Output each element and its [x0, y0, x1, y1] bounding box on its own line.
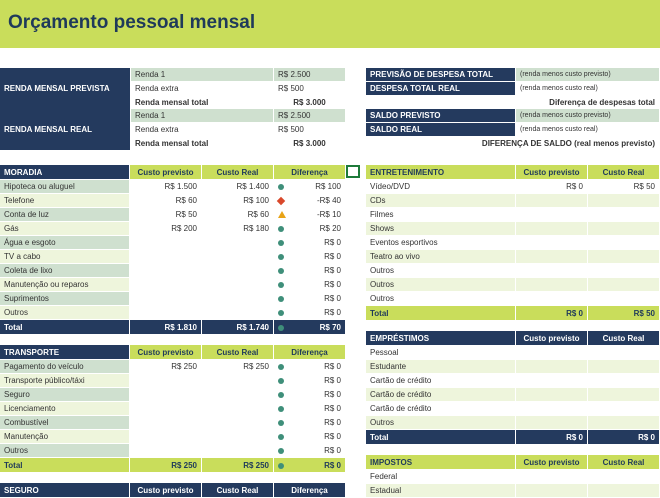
status-dot-icon	[278, 254, 284, 260]
total-diff	[274, 458, 346, 473]
transport-table	[0, 345, 346, 473]
actual-balance-label: SALDO REAL	[366, 123, 516, 137]
table-row	[0, 208, 346, 222]
row-planned[interactable]	[516, 416, 588, 430]
indicator	[278, 360, 288, 374]
col-diff: Diferença	[274, 345, 346, 360]
indicator	[278, 402, 288, 416]
table-row	[366, 264, 660, 278]
balance-difference-label: DIFERENÇA DE SALDO (real menos previsto)	[366, 137, 660, 151]
status-dot-icon	[278, 378, 284, 384]
total-diff-value: R$ 0	[324, 461, 341, 470]
row-diff	[274, 292, 346, 306]
row-actual[interactable]	[588, 346, 660, 360]
loans-header: EMPRÉSTIMOS	[366, 331, 516, 346]
row-diff	[274, 416, 346, 430]
income-total-value: R$ 3.000	[274, 137, 346, 151]
total-label: Total	[366, 430, 516, 445]
total-diff-value: R$ 70	[319, 323, 341, 332]
row-name[interactable]: Vídeo/DVD	[366, 180, 516, 194]
row-actual[interactable]: R$ 1.400	[202, 180, 274, 194]
row-actual[interactable]	[588, 470, 660, 484]
indicator	[278, 292, 288, 306]
table-row	[366, 194, 660, 208]
row-actual[interactable]	[588, 236, 660, 250]
row-actual[interactable]	[588, 416, 660, 430]
row-name[interactable]: Seguro	[0, 388, 130, 402]
row-actual[interactable]: R$ 50	[588, 180, 660, 194]
selected-cell[interactable]	[346, 165, 360, 178]
row-diff	[274, 444, 346, 458]
row-diff-value: R$ 0	[324, 266, 341, 275]
indicator	[278, 250, 288, 264]
row-planned[interactable]	[130, 444, 202, 458]
row-actual[interactable]: R$ 180	[202, 222, 274, 236]
table-row	[0, 292, 346, 306]
indicator	[278, 416, 288, 430]
row-name[interactable]: Coleta de lixo	[0, 264, 130, 278]
row-actual[interactable]	[588, 222, 660, 236]
income-actual-block	[0, 109, 346, 151]
indicator	[278, 194, 288, 208]
row-diff-value: R$ 0	[324, 446, 341, 455]
col-planned: Custo previsto	[516, 455, 588, 470]
row-planned[interactable]	[516, 388, 588, 402]
status-dot-icon	[278, 325, 284, 331]
row-name[interactable]: TV a cabo	[0, 250, 130, 264]
row-name[interactable]: Eventos esportivos	[366, 236, 516, 250]
row-diff	[274, 374, 346, 388]
warning-diamond-icon	[277, 197, 285, 205]
row-diff	[274, 264, 346, 278]
row-actual[interactable]	[588, 264, 660, 278]
row-diff-value: R$ 0	[324, 362, 341, 371]
status-dot-icon	[278, 463, 284, 469]
row-name[interactable]: Gás	[0, 222, 130, 236]
row-planned[interactable]: R$ 1.500	[130, 180, 202, 194]
row-actual[interactable]: R$ 250	[202, 360, 274, 374]
row-planned[interactable]	[516, 194, 588, 208]
row-diff	[274, 236, 346, 250]
row-planned[interactable]	[130, 306, 202, 320]
income-row-value[interactable]: R$ 2.500	[274, 68, 346, 82]
row-planned[interactable]	[516, 470, 588, 484]
table-row	[0, 194, 346, 208]
indicator	[278, 278, 288, 292]
table-row	[0, 402, 346, 416]
table-row	[366, 402, 660, 416]
row-actual[interactable]	[202, 306, 274, 320]
table-row	[0, 264, 346, 278]
status-dot-icon	[278, 296, 284, 302]
row-name[interactable]: Manutenção	[0, 430, 130, 444]
status-dot-icon	[278, 282, 284, 288]
row-name[interactable]: Federal	[366, 470, 516, 484]
table-row	[366, 208, 660, 222]
table-row	[366, 388, 660, 402]
income-row-name[interactable]: Renda 1	[131, 68, 274, 82]
row-planned[interactable]	[130, 416, 202, 430]
row-name[interactable]: Licenciamento	[0, 402, 130, 416]
summary-block	[366, 68, 660, 110]
table-row	[0, 278, 346, 292]
income-row-value[interactable]: R$ 2.500	[274, 109, 346, 123]
row-name[interactable]: Cartão de crédito	[366, 402, 516, 416]
indicator	[278, 180, 288, 194]
indicator	[278, 264, 288, 278]
row-actual[interactable]	[588, 402, 660, 416]
actual-expense-label: DESPESA TOTAL REAL	[366, 82, 516, 96]
row-actual[interactable]	[588, 250, 660, 264]
row-planned[interactable]	[130, 250, 202, 264]
row-planned[interactable]: R$ 60	[130, 194, 202, 208]
row-name[interactable]: Estadual	[366, 484, 516, 498]
row-planned[interactable]	[516, 346, 588, 360]
row-actual[interactable]	[202, 444, 274, 458]
status-dot-icon	[278, 268, 284, 274]
row-name[interactable]: Outros	[366, 416, 516, 430]
indicator	[278, 374, 288, 388]
indicator	[278, 444, 288, 458]
row-actual[interactable]	[588, 278, 660, 292]
row-diff-value: R$ 20	[319, 224, 341, 233]
table-row	[0, 306, 346, 320]
table-row	[366, 292, 660, 306]
row-actual[interactable]	[588, 484, 660, 498]
table-row	[366, 250, 660, 264]
row-diff-value: R$ 0	[324, 432, 341, 441]
income-row-name[interactable]: Renda extra	[131, 123, 274, 137]
row-diff-value: R$ 0	[324, 376, 341, 385]
expense-difference-label: Diferença de despesas total	[366, 96, 660, 110]
table-row	[0, 236, 346, 250]
total-label: Total	[0, 320, 130, 335]
row-diff	[274, 306, 346, 320]
row-actual[interactable]	[202, 402, 274, 416]
housing-table	[0, 165, 346, 335]
row-diff	[274, 208, 346, 222]
income-planned-block	[0, 68, 346, 110]
row-name[interactable]: Suprimentos	[0, 292, 130, 306]
row-diff-value: R$ 0	[324, 252, 341, 261]
row-name[interactable]: Transporte público/táxi	[0, 374, 130, 388]
table-row	[0, 250, 346, 264]
row-diff-value: R$ 0	[324, 308, 341, 317]
row-diff	[274, 278, 346, 292]
table-row	[366, 346, 660, 360]
row-planned[interactable]: R$ 250	[130, 360, 202, 374]
row-name[interactable]: Outros	[366, 264, 516, 278]
total-planned: R$ 1.810	[130, 320, 202, 335]
total-actual: R$ 250	[202, 458, 274, 473]
income-total-label: Renda mensal total	[131, 137, 274, 151]
row-name[interactable]: Pessoal	[366, 346, 516, 360]
row-planned[interactable]	[516, 222, 588, 236]
income-row-value[interactable]: R$ 500	[274, 123, 346, 137]
table-row	[366, 222, 660, 236]
row-planned[interactable]	[130, 388, 202, 402]
row-diff-value: R$ 0	[324, 280, 341, 289]
taxes-table	[366, 455, 660, 498]
indicator	[278, 306, 288, 320]
warning-triangle-icon	[278, 211, 286, 218]
row-name[interactable]: Outros	[0, 444, 130, 458]
row-actual[interactable]	[588, 360, 660, 374]
row-name[interactable]: Cartão de crédito	[366, 388, 516, 402]
total-planned: R$ 0	[516, 430, 588, 445]
row-planned[interactable]	[516, 360, 588, 374]
taxes-header: IMPOSTOS	[366, 455, 516, 470]
total-label: Total	[0, 458, 130, 473]
table-row	[0, 222, 346, 236]
row-name[interactable]: CDs	[366, 194, 516, 208]
row-diff-value: R$ 0	[324, 404, 341, 413]
row-planned[interactable]	[516, 402, 588, 416]
row-diff-value: R$ 0	[324, 418, 341, 427]
row-name[interactable]: Pagamento do veículo	[0, 360, 130, 374]
row-diff	[274, 402, 346, 416]
col-diff: Diferença	[274, 165, 346, 180]
status-dot-icon	[278, 184, 284, 190]
total-actual: R$ 0	[588, 430, 660, 445]
table-row	[366, 416, 660, 430]
row-diff	[274, 388, 346, 402]
loans-table	[366, 331, 660, 445]
row-planned[interactable]	[130, 430, 202, 444]
row-planned[interactable]	[516, 250, 588, 264]
col-actual: Custo Real	[588, 455, 660, 470]
row-planned[interactable]: R$ 0	[516, 180, 588, 194]
row-planned[interactable]	[516, 264, 588, 278]
row-planned[interactable]: R$ 50	[130, 208, 202, 222]
entertainment-header: ENTRETENIMENTO	[366, 165, 516, 180]
row-planned[interactable]	[516, 484, 588, 498]
entertainment-table	[366, 165, 660, 321]
balance-block	[366, 109, 660, 151]
income-row-name[interactable]: Renda extra	[131, 82, 274, 96]
row-diff	[274, 250, 346, 264]
row-name[interactable]: Cartão de crédito	[366, 374, 516, 388]
planned-balance-label: SALDO PREVISTO	[366, 109, 516, 123]
row-diff-value: R$ 0	[324, 294, 341, 303]
row-actual[interactable]	[588, 208, 660, 222]
total-actual: R$ 1.740	[202, 320, 274, 335]
row-name[interactable]: Filmes	[366, 208, 516, 222]
row-name[interactable]: Hipoteca ou aluguel	[0, 180, 130, 194]
income-total-label: Renda mensal total	[131, 96, 274, 110]
row-diff	[274, 360, 346, 374]
page-title: Orçamento pessoal mensal	[8, 12, 256, 33]
status-dot-icon	[278, 240, 284, 246]
table-row	[0, 360, 346, 374]
housing-header: MORADIA	[0, 165, 130, 180]
row-diff-value: R$ 0	[324, 238, 341, 247]
status-dot-icon	[278, 448, 284, 454]
row-name[interactable]: Outros	[0, 306, 130, 320]
row-actual[interactable]	[202, 236, 274, 250]
status-dot-icon	[278, 310, 284, 316]
row-planned[interactable]	[516, 278, 588, 292]
row-diff-value: -R$ 40	[316, 196, 341, 205]
col-actual: Custo Real	[202, 165, 274, 180]
row-planned[interactable]	[516, 208, 588, 222]
income-actual-label: RENDA MENSAL REAL	[0, 109, 131, 151]
table-row	[366, 180, 660, 194]
total-actual: R$ 50	[588, 306, 660, 321]
col-actual: Custo Real	[202, 345, 274, 360]
row-diff	[274, 222, 346, 236]
table-row	[366, 374, 660, 388]
col-actual: Custo Real	[588, 165, 660, 180]
transport-header: TRANSPORTE	[0, 345, 130, 360]
income-total-value: R$ 3.000	[274, 96, 346, 110]
status-dot-icon	[278, 406, 284, 412]
income-planned-label: RENDA MENSAL PREVISTA	[0, 68, 131, 110]
table-row	[366, 484, 660, 498]
row-planned[interactable]	[130, 292, 202, 306]
actual-balance-note: (renda menos custo real)	[516, 123, 660, 137]
row-planned[interactable]	[130, 402, 202, 416]
row-name[interactable]: Água e esgoto	[0, 236, 130, 250]
title-bar	[0, 0, 660, 48]
planned-balance-note: (renda menos custo previsto)	[516, 109, 660, 123]
planned-expense-note: (renda menos custo previsto)	[516, 68, 660, 82]
row-actual[interactable]	[202, 264, 274, 278]
total-label: Total	[366, 306, 516, 321]
row-planned[interactable]	[130, 278, 202, 292]
col-actual: Custo Real	[588, 331, 660, 346]
col-actual: Custo Real	[202, 483, 274, 498]
status-dot-icon	[278, 364, 284, 370]
indicator	[278, 208, 288, 222]
row-name[interactable]: Shows	[366, 222, 516, 236]
row-actual[interactable]	[202, 292, 274, 306]
table-row	[0, 416, 346, 430]
row-actual[interactable]	[202, 430, 274, 444]
row-planned[interactable]	[516, 292, 588, 306]
row-actual[interactable]	[202, 278, 274, 292]
planned-expense-label: PREVISÃO DE DESPESA TOTAL	[366, 68, 516, 82]
table-row	[0, 444, 346, 458]
row-actual[interactable]	[202, 388, 274, 402]
indicator	[278, 222, 288, 236]
row-planned[interactable]	[130, 374, 202, 388]
indicator	[278, 388, 288, 402]
insurance-table	[0, 483, 346, 498]
row-diff-value: R$ 100	[315, 182, 341, 191]
table-row	[366, 360, 660, 374]
row-planned[interactable]	[130, 264, 202, 278]
row-actual[interactable]	[202, 374, 274, 388]
indicator	[278, 236, 288, 250]
col-diff: Diferença	[274, 483, 346, 498]
row-name[interactable]: Teatro ao vivo	[366, 250, 516, 264]
table-row	[0, 388, 346, 402]
actual-expense-note: (renda menos custo real)	[516, 82, 660, 96]
row-diff-value: -R$ 10	[316, 210, 341, 219]
row-diff	[274, 194, 346, 208]
table-row	[0, 430, 346, 444]
row-diff	[274, 430, 346, 444]
income-row-value[interactable]: R$ 500	[274, 82, 346, 96]
row-planned[interactable]	[130, 236, 202, 250]
row-actual[interactable]	[588, 374, 660, 388]
row-planned[interactable]: R$ 200	[130, 222, 202, 236]
table-row	[0, 374, 346, 388]
income-row-name[interactable]: Renda 1	[131, 109, 274, 123]
row-actual[interactable]	[202, 250, 274, 264]
col-planned: Custo previsto	[130, 483, 202, 498]
row-name[interactable]: Conta de luz	[0, 208, 130, 222]
col-planned: Custo previsto	[130, 165, 202, 180]
row-actual[interactable]	[588, 388, 660, 402]
row-actual[interactable]: R$ 100	[202, 194, 274, 208]
row-name[interactable]: Combustível	[0, 416, 130, 430]
row-actual[interactable]: R$ 60	[202, 208, 274, 222]
row-name[interactable]: Estudante	[366, 360, 516, 374]
table-row	[366, 470, 660, 484]
status-dot-icon	[278, 392, 284, 398]
total-planned: R$ 0	[516, 306, 588, 321]
row-diff	[274, 180, 346, 194]
row-actual[interactable]	[588, 194, 660, 208]
col-planned: Custo previsto	[516, 165, 588, 180]
row-name[interactable]: Outros	[366, 278, 516, 292]
total-planned: R$ 250	[130, 458, 202, 473]
col-planned: Custo previsto	[130, 345, 202, 360]
row-actual[interactable]	[202, 416, 274, 430]
table-row	[366, 236, 660, 250]
row-diff-value: R$ 0	[324, 390, 341, 399]
table-row	[366, 278, 660, 292]
indicator	[278, 430, 288, 444]
row-name[interactable]: Manutenção ou reparos	[0, 278, 130, 292]
row-name[interactable]: Telefone	[0, 194, 130, 208]
row-planned[interactable]	[516, 374, 588, 388]
status-dot-icon	[278, 434, 284, 440]
insurance-header: SEGURO	[0, 483, 130, 498]
status-dot-icon	[278, 226, 284, 232]
table-row	[0, 180, 346, 194]
status-dot-icon	[278, 420, 284, 426]
col-planned: Custo previsto	[516, 331, 588, 346]
total-diff	[274, 320, 346, 335]
row-actual[interactable]	[588, 292, 660, 306]
row-name[interactable]: Outros	[366, 292, 516, 306]
row-planned[interactable]	[516, 236, 588, 250]
